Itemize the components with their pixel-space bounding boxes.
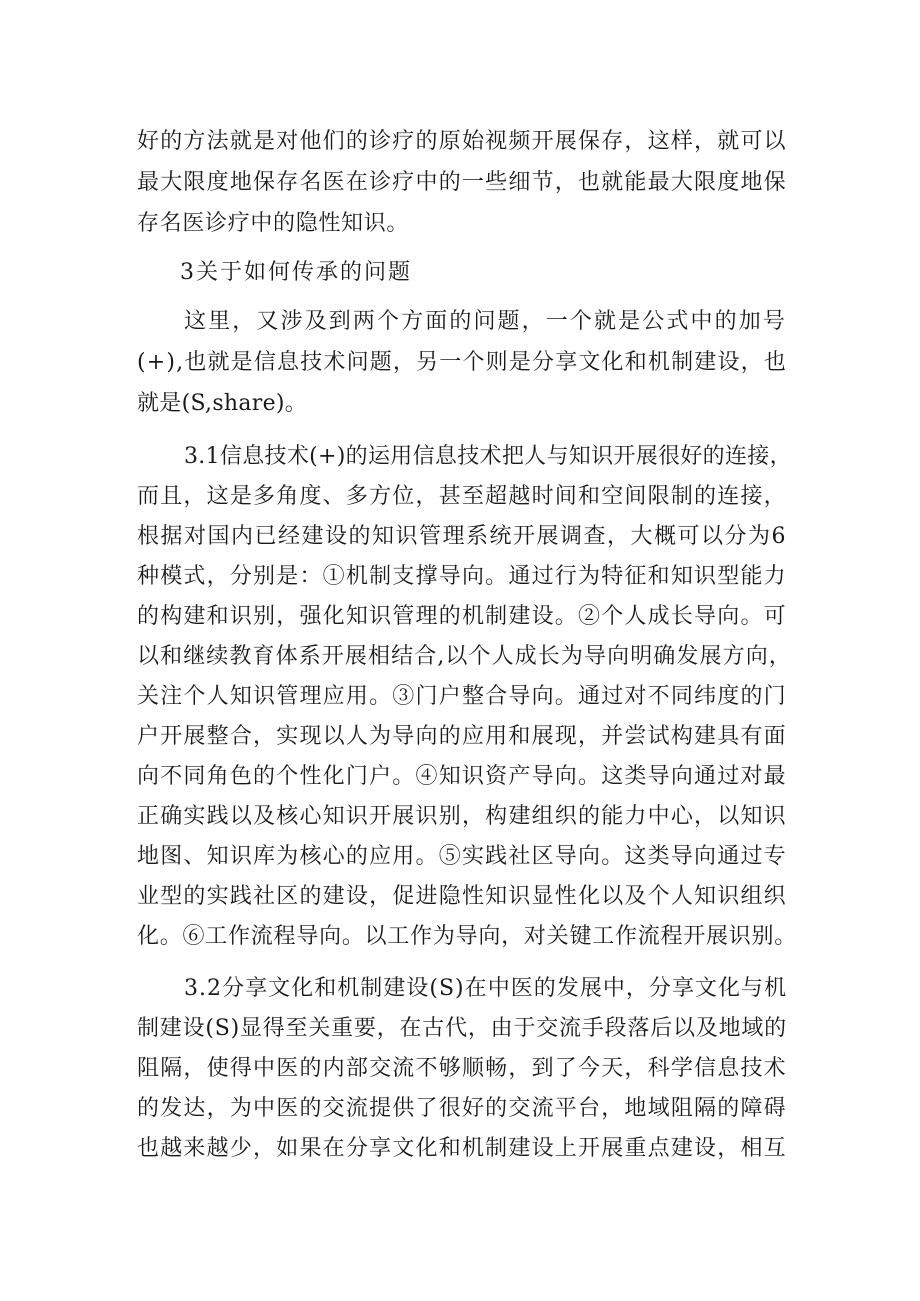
- paragraph-4-line-1: 3.2分享文化和机制建设(S)在中医的发展中，分享文化与机: [184, 976, 788, 1001]
- paragraph-3-line-1: 3.1信息技术(+)的运用信息技术把人与知识开展很好的连接，: [184, 444, 792, 469]
- paragraph-4-line-5: 也越来越少，如果在分享文化和机制建设上开展重点建设，相互: [137, 1136, 787, 1161]
- section-heading-3: 3关于如何传承的问题: [180, 260, 412, 285]
- paragraph-1-line-3: 存名医诊疗中的隐性知识。: [137, 211, 410, 236]
- paragraph-1-line-2: 最大限度地保存名医在诊疗中的一些细节，也就能最大限度地保: [137, 170, 787, 195]
- paragraph-3-line-5: 的构建和识别，强化知识管理的机制建设。②个人成长导向。可: [137, 604, 787, 629]
- paragraph-3-line-8: 户开展整合，实现以人为导向的应用和展现，并尝试构建具有面: [137, 724, 787, 749]
- paragraph-2-line-1: 这里，又涉及到两个方面的问题，一个就是公式中的加号: [184, 309, 788, 334]
- paragraph-2-line-3: 就是(S,share)。: [137, 391, 308, 416]
- paragraph-3-line-12: 业型的实践社区的建设，促进隐性知识显性化以及个人知识组织: [137, 884, 787, 909]
- paragraph-3-line-6: 以和继续教育体系开展相结合,以个人成长为导向明确发展方向，: [137, 644, 792, 669]
- paragraph-3-line-9: 向不同角色的个性化门户。④知识资产导向。这类导向通过对最: [137, 764, 787, 789]
- paragraph-3-line-2: 而且，这是多角度、多方位，甚至超越时间和空间限制的连接，: [137, 484, 787, 509]
- paragraph-2-line-2: (+),也就是信息技术问题，另一个则是分享文化和机制建设，也: [137, 350, 787, 375]
- paragraph-3-line-3: 根据对国内已经建设的知识管理系统开展调查，大概可以分为6: [137, 524, 787, 549]
- paragraph-4-line-2: 制建设(S)显得至关重要，在古代，由于交流手段落后以及地域的: [137, 1016, 787, 1041]
- paragraph-3-line-4: 种模式，分别是：①机制支撑导向。通过行为特征和知识型能力: [137, 564, 787, 589]
- paragraph-4-line-3: 阻隔，使得中医的内部交流不够顺畅，到了今天，科学信息技术: [137, 1056, 787, 1081]
- paragraph-1-line-1: 好的方法就是对他们的诊疗的原始视频开展保存，这样，就可以: [137, 129, 787, 154]
- paragraph-3-line-7: 关注个人知识管理应用。③门户整合导向。通过对不同纬度的门: [137, 684, 787, 709]
- paragraph-4-line-4: 的发达，为中医的交流提供了很好的交流平台，地域阻隔的障碍: [137, 1096, 787, 1121]
- paragraph-3-line-13: 化。⑥工作流程导向。以工作为导向，对关键工作流程开展识别。: [137, 924, 798, 949]
- paragraph-3-line-10: 正确实践以及核心知识开展识别，构建组织的能力中心，以知识: [137, 804, 787, 829]
- paragraph-3-line-11: 地图、知识库为核心的应用。⑤实践社区导向。这类导向通过专: [137, 844, 787, 869]
